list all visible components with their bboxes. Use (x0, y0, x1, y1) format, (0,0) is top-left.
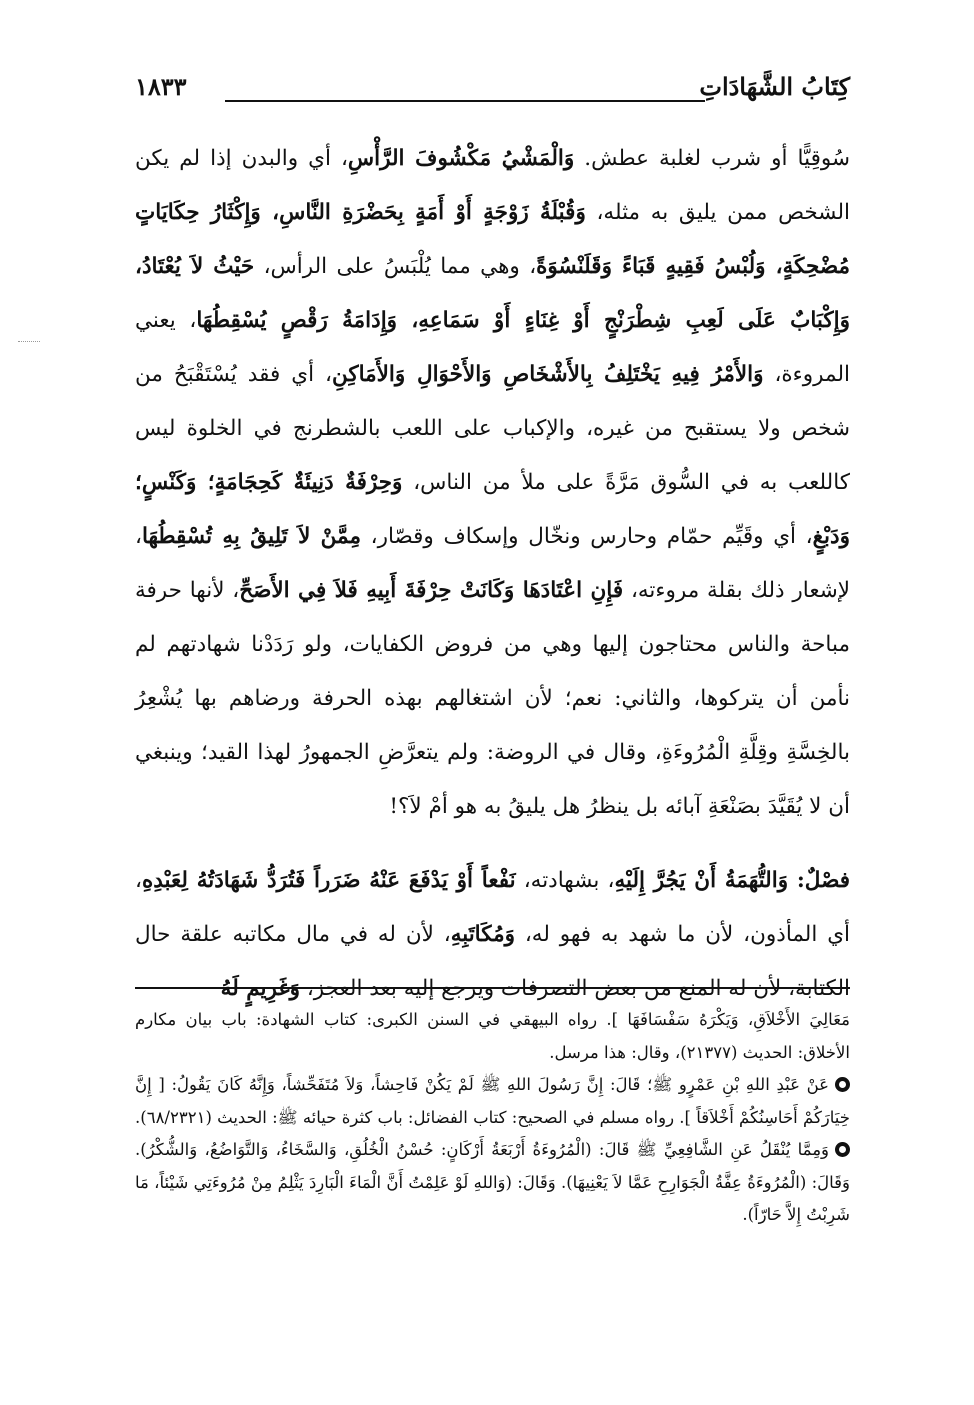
footnote-item (135, 1134, 850, 1232)
matn-segment: وَالأَمْرُ فِيهِ يَخْتَلِفُ بِالأَشْخَاصِ وَالأَحْوَالِ وَالأَمَاكِنِ (332, 362, 764, 387)
matn-segment: نَفْعاً أَوْ يَدْفَعَ عَنْهُ ضَرَراً فَتُرَدُّ شَهَادَتُهُ لِعَبْدِهِ (141, 868, 516, 893)
text-segment: سُوقِيًّا أو شرب لغلبة عطش. (574, 146, 850, 171)
matn-segment: فصْلٌ: وَالتُّهَمَةُ أَنْ يَجُرَّ إِلَيْهِ (614, 868, 851, 893)
header-rule (225, 100, 705, 102)
footnotes (135, 1004, 850, 1232)
margin-smudge (18, 341, 40, 344)
matn-segment: وَحِرْفَةٌ دَنِيئَةٌ كَحِجَامَةٍ؛ وَكَنْسٍ؛ وَدَبْغٍ (135, 470, 850, 549)
footnote-text: وَمِمَّا يُنْقَلُ عَنِ الشَّافِعِيِّ ﷺ قَالَ: (الْمُرُوءَةُ أَرْبَعَةُ أَرْكَانٍ: حُسْنُ الْخُلُقِ، وَالسَّخَاءُ، وَالتَّوَاضُعُ، وَالشُّكْرُ). وَقَالَ: (الْمُرُوءَةُ عِفَّةُ الْجَوَارِحِ عَمَّا لاَ يَعْنِيهَا). وَقَالَ: (وَاللهِ لَوْ عَلِمْتُ أَنَّ الْمَاءَ الْبَارِدَ يَثْلِمُ مِنْ مُرُوءَتِي شَيْئاً، مَا شَرِبْتُ إِلاَّ حَارّاً). (135, 1140, 850, 1224)
chapter-title: كِتَابُ الشَّهَادَاتِ (699, 72, 850, 101)
text-segment: ، أي والبدن إذا لم يكن الشخص ممن يليق به مثله، (135, 146, 850, 225)
text-segment: ، يعني المروءة، (135, 308, 850, 387)
matn-segment: وَقُبْلَةُ زَوْجَةٍ أَوْ أَمَةٍ بِحَضْرَةِ النَّاسِ، وَإِكْثَارُ حِكَايَاتٍ مُضْحِكَةٍ، وَلُبْسُ فَقِيهٍ قَبَاءً وَقَلَنْسُوَةً (135, 200, 851, 279)
matn-segment: مِمَّنْ لاَ تَلِيقُ بِهِ تُسْقِطُهَا (141, 524, 361, 549)
footnote-marker-icon (835, 1077, 850, 1092)
matn-segment: وَالْمَشْيُ مَكْشُوفَ الرَّأْسِ (347, 146, 575, 171)
page-number: ١٨٣٣ (135, 72, 187, 101)
main-text (135, 132, 850, 1016)
matn-segment: فَإِنِ اعْتَادَهَا وَكَانَتْ حِرْفَةَ أَبِيهِ فَلاَ فِي الأَصَحِّ (239, 578, 624, 603)
running-header (135, 72, 850, 104)
footnote-marker-icon (835, 1142, 850, 1157)
footnote-separator (135, 987, 850, 989)
text-segment: ، وهي مما يُلْبَسُ على الرأس، (254, 254, 537, 279)
text-segment: ، لإشعار ذلك بقلة مروءته، (135, 524, 850, 603)
text-segment: ، أي وقَيِّم حمّام وحارس ونخّال وإسكاف وقصّار، (360, 524, 813, 549)
matn-segment: حَيْثُ لاَ يُعْتَادُ، وَإِكْبَابٌ عَلَى لَعِبِ شِطْرَنْجٍ أَوْ غِنَاءٍ أَوْ سَمَاعِهِ، وَإِدَامَةُ رَقْصٍ يُسْقِطُهَا (135, 254, 850, 333)
footnote-item (135, 1069, 850, 1134)
paragraph-2-fasl (135, 854, 850, 1016)
text-segment: ، أي المأذون، لأن ما شهد به فهو له، (135, 868, 850, 947)
text-segment: ، لأن له في مال مكاتبه علقة حال الكتابة، لأن له المنع من بعض التصرفات ويرجع إليه بعد العجز، (135, 922, 850, 1001)
text-segment: ، بشهادته، (515, 868, 615, 893)
text-segment: ، أي فقد يُسْتَقْبَحُ من شخص ولا يستقبح من غيره، والإكباب على اللعب بالشطرنج في الخلوة ليس كاللعب به في السُّوق مَرَّةً على ملأ من الناس، (135, 362, 850, 495)
paragraph-1 (135, 132, 850, 834)
footnote-continuation: مَعَالِيَ الأَخْلاَقِ، وَيَكْرَهُ سَفْسَافَهَا ]. رواه البيهقي في السنن الكبرى: كتاب الشهادة: باب بيان مكارم الأخلاق: الحديث (٢١٣٧٧)، وقال: هذا مرسل. (135, 1010, 850, 1062)
text-segment: ، لأنها حرفة مباحة والناس محتاجون إليها وهي من فروض الكفايات، ولو رَدَدْنا شهادتهم لم نأمن أن يتركوها، والثاني: نعم؛ لأن اشتغالهم بهذه الحرفة ورضاهم بها يُشْعِرُ بالخِسَّةِ وقِلَّةِ الْمُرُوءَةِ، وقال في الروضة: ولم يتعرَّضِ الجمهورُ لهذا القيد؛ وينبغي أن لا يُقَيَّدَ بصَنْعَةِ آبائه بل ينظرُ هل يليقُ به هو أمْ لاَ؟! (135, 578, 850, 819)
matn-segment: وَمُكَاتَبِهِ (450, 922, 516, 947)
matn-segment: وَغَرِيمٍ لَهُ (220, 976, 301, 1001)
footnote-text: عَنْ عَبْدِ اللهِ بْنِ عَمْرٍو ﷺ؛ قَالَ: إِنَّ رَسُولَ اللهِ ﷺ لَمْ يَكُنْ فَاحِشاً، وَلاَ مُتَفَحِّشاً، وَإِنَّهُ كَانَ يَقُولُ: [ إِنَّ خِيَارَكُمْ أَحَاسِنُكُمْ أَخْلاَقاً ]. رواه مسلم في الصحيح: كتاب الفضائل: باب كثرة حيائه ﷺ: الحديث (٦٨/٢٣٢١). (135, 1075, 850, 1127)
